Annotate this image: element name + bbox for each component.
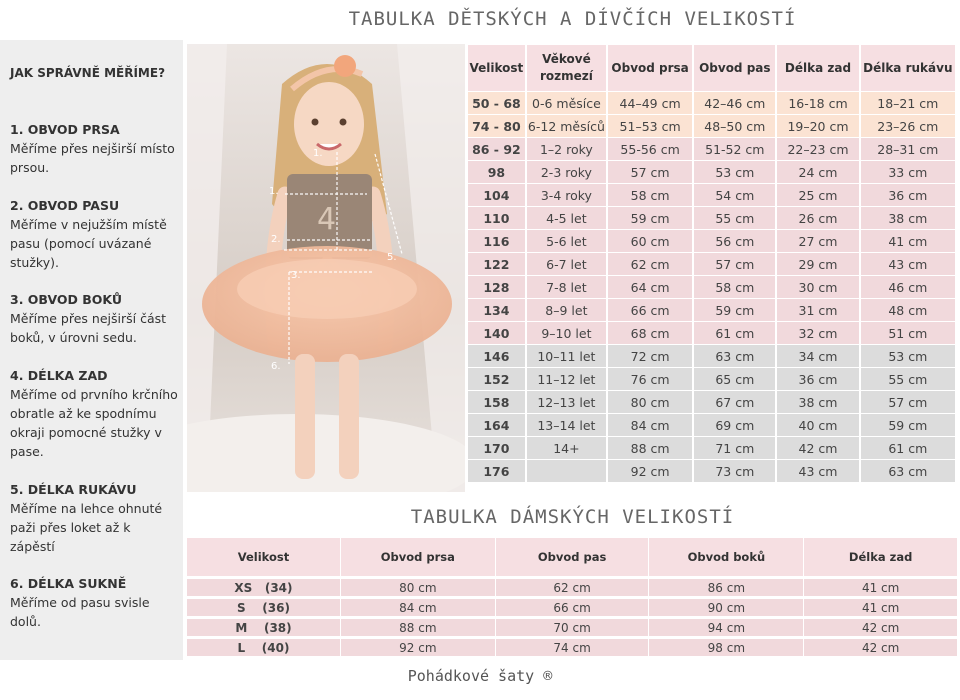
guide-text: Měříme v nejužším místě pasu (pomocí uvázané stužky). [10,217,167,270]
table-cell: 26 cm [776,207,859,230]
size-cell: 50 - 68 [468,92,526,115]
guide-section-skirt-length [10,574,178,631]
size-cell: XS (34) [187,578,341,598]
table-cell: 88 cm [340,618,495,638]
table-header-row [468,45,957,92]
women-size-table [186,538,958,659]
size-cell: 74 - 80 [468,115,526,138]
table-cell: 14+ [526,437,607,460]
brand-footer: Pohádkové šaty ® [407,667,553,685]
guide-question: JAK SPRÁVNĚ MĚŘÍME? [10,66,166,80]
table-cell: 71 cm [693,437,776,460]
table-cell: 80 cm [607,391,693,414]
measurement-guide-panel [0,40,183,660]
guide-heading: 4. DÉLKA ZAD [10,368,108,383]
table-row [468,460,957,483]
table-cell: 43 cm [776,460,859,483]
table-cell: 60 cm [607,230,693,253]
size-cell: 128 [468,276,526,299]
table-cell: 5-6 let [526,230,607,253]
table-cell: 84 cm [607,414,693,437]
table-cell: 41 cm [804,578,958,598]
size-cell: 98 [468,161,526,184]
table-cell: 42 cm [776,437,859,460]
table-cell: 19–20 cm [776,115,859,138]
table-cell: 34 cm [776,345,859,368]
table-cell: 58 cm [607,184,693,207]
table-cell: 66 cm [495,598,649,618]
table-cell: 59 cm [860,414,956,437]
marker-label: 3. [291,270,301,281]
size-cell: 164 [468,414,526,437]
size-cell: 158 [468,391,526,414]
table-cell: 62 cm [495,578,649,598]
size-cell: 170 [468,437,526,460]
column-header: Velikost [187,538,341,578]
table-row [187,598,958,618]
size-cell: S (36) [187,598,341,618]
table-header-row [187,538,958,578]
girl-illustration [187,44,465,492]
table-cell: 8–9 let [526,299,607,322]
girl-measurement-photo [187,44,465,492]
table-cell: 42 cm [804,618,958,638]
table-cell: 32 cm [776,322,859,345]
size-cell: 152 [468,368,526,391]
table-cell: 31 cm [776,299,859,322]
table-cell: 92 cm [607,460,693,483]
table-cell: 55 cm [693,207,776,230]
guide-text: Měříme od pasu svisle dolů. [10,595,150,629]
size-cell: 140 [468,322,526,345]
table-cell: 6-12 měsíců [526,115,607,138]
table-cell: 57 cm [693,253,776,276]
table-cell: 38 cm [776,391,859,414]
table-row [468,184,957,207]
table-cell: 80 cm [340,578,495,598]
table-cell: 54 cm [693,184,776,207]
column-header: Obvod pas [693,45,776,92]
table-cell: 46 cm [860,276,956,299]
table-row [468,207,957,230]
table-cell: 98 cm [649,638,804,658]
table-cell: 29 cm [776,253,859,276]
column-header: Obvod pas [495,538,649,578]
table-cell: 57 cm [860,391,956,414]
table-cell: 48–50 cm [693,115,776,138]
size-cell: 110 [468,207,526,230]
size-cell: 146 [468,345,526,368]
marker-label: 1. [313,148,323,159]
size-cell: 176 [468,460,526,483]
table-row [468,276,957,299]
table-row [468,322,957,345]
table-row [468,138,957,161]
table-cell: 51 cm [860,322,956,345]
marker-label: 6. [271,361,281,372]
table-cell: 63 cm [860,460,956,483]
table-cell: 41 cm [804,598,958,618]
size-cell: 104 [468,184,526,207]
table-cell: 65 cm [693,368,776,391]
table-cell: 42 cm [804,638,958,658]
table-cell: 56 cm [693,230,776,253]
table-cell: 62 cm [607,253,693,276]
table-cell: 66 cm [607,299,693,322]
table-cell: 22–23 cm [776,138,859,161]
table-row [187,638,958,658]
table-cell: 86 cm [649,578,804,598]
table-cell: 36 cm [776,368,859,391]
table-cell: 94 cm [649,618,804,638]
column-header: Délka zad [804,538,958,578]
table-cell: 51–53 cm [607,115,693,138]
guide-text: Měříme na lehce ohnuté paži přes loket až k zápěstí [10,501,163,554]
table-cell: 88 cm [607,437,693,460]
guide-section-back-length [10,366,178,461]
table-row [468,414,957,437]
table-cell: 61 cm [860,437,956,460]
table-cell: 38 cm [860,207,956,230]
table-row [468,345,957,368]
table-cell: 42–46 cm [693,92,776,115]
table-cell: 76 cm [607,368,693,391]
table-row [468,161,957,184]
table-cell: 58 cm [693,276,776,299]
table-cell: 33 cm [860,161,956,184]
size-cell: M (38) [187,618,341,638]
guide-heading: 2. OBVOD PASU [10,198,120,213]
guide-heading: 6. DÉLKA SUKNĚ [10,576,127,591]
table-cell: 53 cm [693,161,776,184]
guide-text: Měříme přes nejširší místo prsou. [10,141,175,175]
table-row [187,578,958,598]
table-row [187,618,958,638]
table-cell: 72 cm [607,345,693,368]
table-cell: 6-7 let [526,253,607,276]
table-cell: 7-8 let [526,276,607,299]
size-cell: 122 [468,253,526,276]
table-cell: 23–26 cm [860,115,956,138]
table-cell: 68 cm [607,322,693,345]
table-cell: 10–11 let [526,345,607,368]
table-cell: 40 cm [776,414,859,437]
table-row [468,391,957,414]
table-cell: 53 cm [860,345,956,368]
table-cell: 11–12 let [526,368,607,391]
table-cell: 92 cm [340,638,495,658]
table-row [468,92,957,115]
table-row [468,437,957,460]
table-cell: 18–21 cm [860,92,956,115]
guide-section-hips [10,290,178,347]
table-cell [526,460,607,483]
size-cell: 134 [468,299,526,322]
table-cell: 59 cm [693,299,776,322]
table-cell: 0-6 měsíce [526,92,607,115]
marker-label: 5. [387,252,397,263]
table-row [468,115,957,138]
column-header: Velikost [468,45,526,92]
table-cell: 25 cm [776,184,859,207]
table-cell: 43 cm [860,253,956,276]
marker-label: 1. [269,186,279,197]
table-cell: 90 cm [649,598,804,618]
table-cell: 30 cm [776,276,859,299]
table-cell: 2-3 roky [526,161,607,184]
table-cell: 16-18 cm [776,92,859,115]
table-cell: 12–13 let [526,391,607,414]
table-cell: 55 cm [860,368,956,391]
table-cell: 74 cm [495,638,649,658]
guide-section-chest [10,120,178,177]
guide-section-waist [10,196,178,272]
table-cell: 69 cm [693,414,776,437]
column-header: Obvod prsa [340,538,495,578]
column-header: Délka zad [776,45,859,92]
table-cell: 1–2 roky [526,138,607,161]
table-cell: 27 cm [776,230,859,253]
table-cell: 73 cm [693,460,776,483]
guide-heading: 1. OBVOD PRSA [10,122,120,137]
guide-heading: 5. DÉLKA RUKÁVU [10,482,137,497]
women-size-table-title: TABULKA DÁMSKÝCH VELIKOSTÍ [410,506,735,528]
children-size-table-title: TABULKA DĚTSKÝCH A DÍVČÍCH VELIKOSTÍ [348,8,797,30]
table-cell: 4-5 let [526,207,607,230]
size-cell: L (40) [187,638,341,658]
table-cell: 67 cm [693,391,776,414]
table-cell: 36 cm [860,184,956,207]
table-cell: 3-4 roky [526,184,607,207]
column-header: Věkové rozmezí [526,45,607,92]
column-header: Obvod boků [649,538,804,578]
table-cell: 41 cm [860,230,956,253]
table-row [468,253,957,276]
column-header: Délka rukávu [860,45,956,92]
table-cell: 28–31 cm [860,138,956,161]
table-cell: 48 cm [860,299,956,322]
table-cell: 13–14 let [526,414,607,437]
table-cell: 9–10 let [526,322,607,345]
svg-text:4: 4 [317,202,337,237]
table-row [468,230,957,253]
guide-section-sleeve-length [10,480,178,556]
table-cell: 44–49 cm [607,92,693,115]
table-cell: 55-56 cm [607,138,693,161]
table-cell: 24 cm [776,161,859,184]
guide-text: Měříme přes nejširší část boků, v úrovni sedu. [10,311,167,345]
column-header: Obvod prsa [607,45,693,92]
marker-label: 2. [271,234,281,245]
guide-text: Měříme od prvního krčního obratle až ke spodnímu okraji pomocné stužky v pase. [10,387,178,459]
table-cell: 57 cm [607,161,693,184]
table-cell: 63 cm [693,345,776,368]
table-cell: 64 cm [607,276,693,299]
table-cell: 61 cm [693,322,776,345]
table-row [468,368,957,391]
size-cell: 116 [468,230,526,253]
size-cell: 86 - 92 [468,138,526,161]
table-cell: 59 cm [607,207,693,230]
table-row [468,299,957,322]
table-cell: 70 cm [495,618,649,638]
table-cell: 84 cm [340,598,495,618]
table-cell: 51-52 cm [693,138,776,161]
children-size-table [467,44,957,483]
guide-heading: 3. OBVOD BOKŮ [10,292,123,307]
